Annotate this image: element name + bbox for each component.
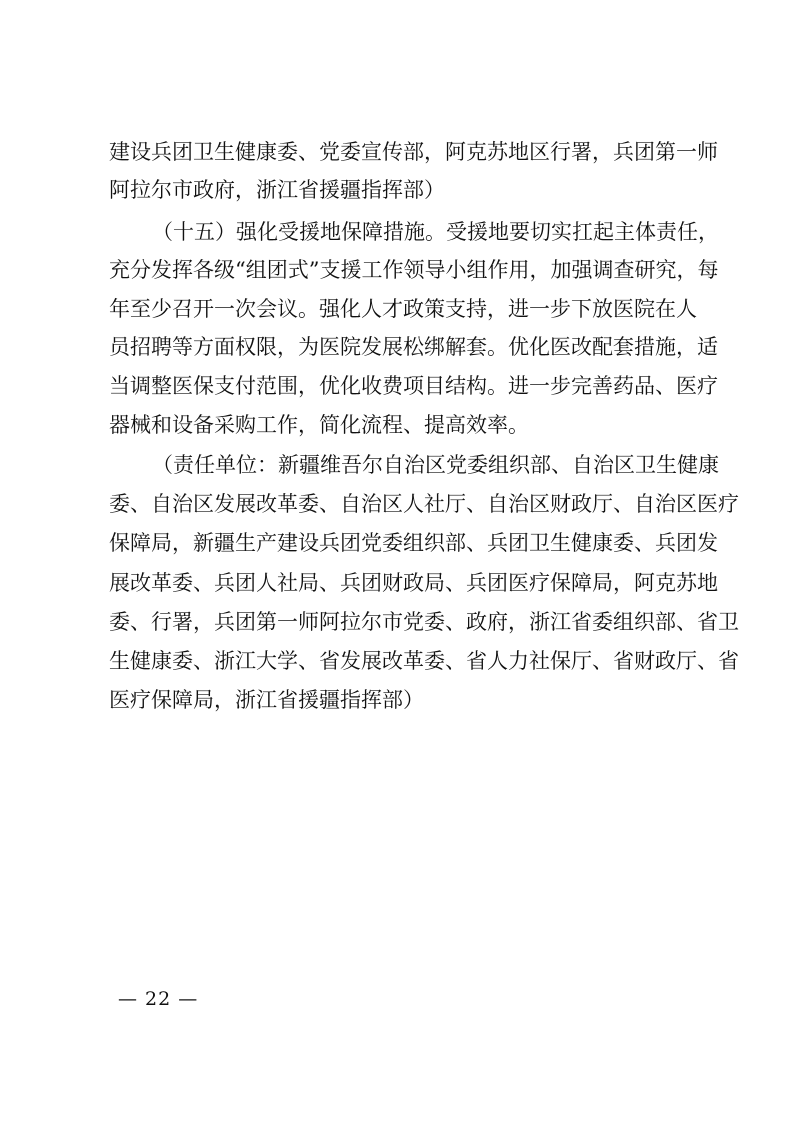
text-line: 展改革委、兵团人社局、兵团财政局、兵团医疗保障局，阿克苏地	[109, 571, 718, 595]
text-line: 生健康委、浙江大学、省发展改革委、省人力社保厅、省财政厅、省	[109, 649, 739, 673]
text-line: 保障局，新疆生产建设兵团党委组织部、兵团卫生健康委、兵团发	[109, 531, 718, 555]
text-line: 医疗保障局，浙江省援疆指挥部）	[109, 688, 424, 712]
text-line: 年至少召开一次会议。强化人才政策支持，进一步下放医院在人	[109, 297, 697, 321]
text-line: 建设兵团卫生健康委、党委宣传部，阿克苏地区行署，兵团第一师	[109, 140, 718, 164]
text-line: 充分发挥各级“组团式”支援工作领导小组作用，加强调查研究，每	[109, 258, 719, 282]
text-line: 当调整医保支付范围，优化收费项目结构。进一步完善药品、医疗	[109, 374, 718, 398]
section-heading-line: （十五）强化受援地保障措施。受援地要切实扛起主体责任，	[152, 220, 719, 244]
text-line: 器械和设备采购工作，简化流程、提高效率。	[109, 413, 529, 437]
text-line: 阿拉尔市政府，浙江省援疆指挥部）	[109, 178, 445, 202]
text-line: 委、自治区发展改革委、自治区人社厅、自治区财政厅、自治区医疗	[109, 492, 739, 516]
responsibility-line: （责任单位：新疆维吾尔自治区党委组织部、自治区卫生健康	[152, 453, 719, 477]
text-line: 员招聘等方面权限，为医院发展松绑解套。优化医改配套措施，适	[109, 335, 718, 359]
page-number: — 22 —	[118, 988, 199, 1010]
text-line: 委、行署，兵团第一师阿拉尔市党委、政府，浙江省委组织部、省卫	[109, 610, 739, 634]
